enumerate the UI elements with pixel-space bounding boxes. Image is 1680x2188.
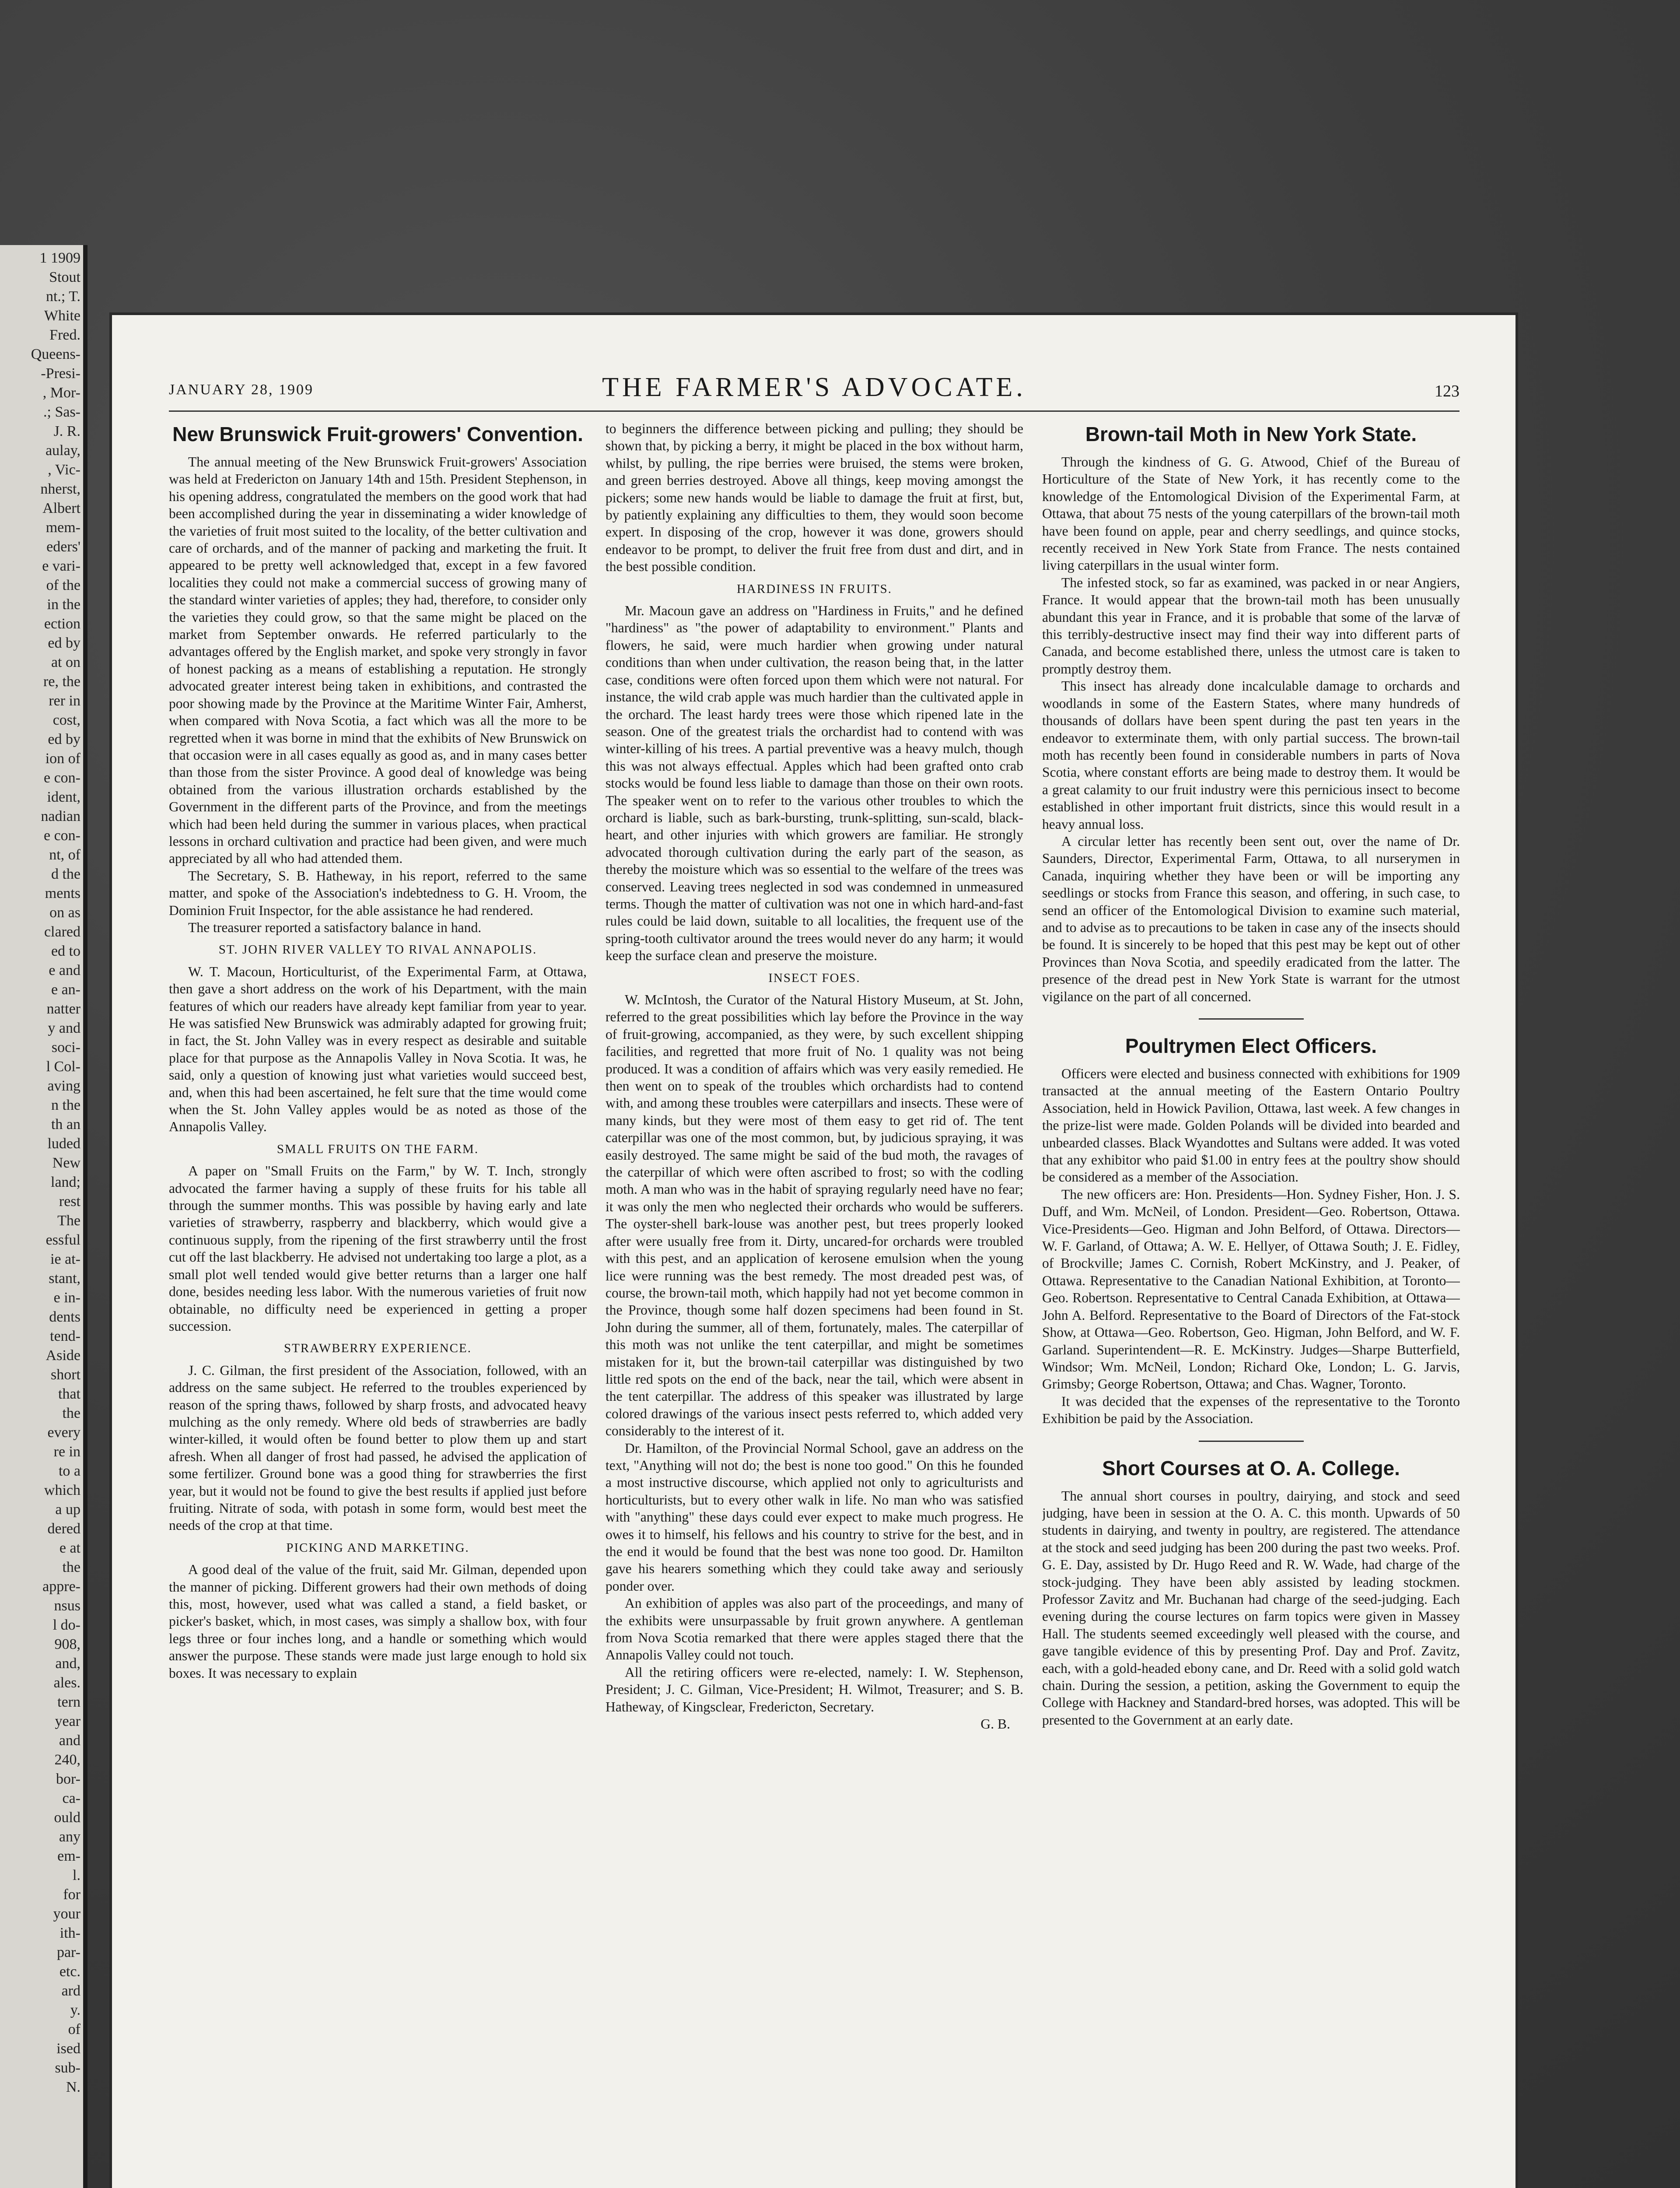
previous-page-line: y.	[70, 2002, 80, 2018]
previous-page-line: N.	[66, 2079, 80, 2095]
previous-page-line: sub-	[55, 2060, 80, 2076]
author-signature: G. B.	[980, 1716, 1010, 1732]
paragraph: The annual short courses in poultry, dairying, and stock and seed judging, have been in session at the O. A. C. this month. Upwards of 50 students in dairying, and twenty in poultry, are registered. The attendance at the stock and seed judging has been 200 during the past two weeks. Prof. G. E. Day, assisted by Dr. Hugo Reed and R. W. Wade, had charge of the stock-judging. They have been ably assisted by leading stockmen. Professor Zavitz and Mr. Buchanan had charge of the seed-judging. Each evening during the course lectures on farm topics were given in Massey Hall. The students seemed exceedingly well pleased with the course, and gave tangible evidence of this by presenting Prof. Day and Prof. Zavitz, each, with a gold-headed ebony cane, and Dr. Reed with a solid gold watch chain. During the session, a petition, asking the Government to equip the College with Hackney and Standard-bred horses, was adopted. This will be presented to the Government at an early date.	[1042, 1488, 1460, 1728]
previous-page-line: essful	[46, 1232, 80, 1248]
paragraph: A good deal of the value of the fruit, said Mr. Gilman, depended upon the manner of picking. Different growers had their own methods of doing this, most, however, used what was called a stand, a field basket, or picker's basket, which, in most cases, was simply a shallow box, with four legs three or four inches long, and a handle or something which would answer the purpose. These stands were made just large enough to hold six boxes. It was necessary to explain	[169, 1562, 587, 1681]
previous-page-line: at on	[51, 654, 80, 670]
previous-page-line: aulay,	[46, 442, 80, 459]
previous-page-line: J. R.	[53, 423, 80, 439]
previous-page-line: n the	[51, 1097, 80, 1113]
previous-page-line: 1 1909	[39, 250, 80, 266]
previous-page-line: ection	[44, 616, 80, 632]
previous-page-line: nt.; T.	[46, 288, 80, 305]
paragraph: The new officers are: Hon. Presidents—Hon. Sydney Fisher, Hon. J. S. Duff, and Wm. McNeil, of London. President—Geo. Robertson, Ottawa. Vice-Presidents—Geo. Higman and John Belford, of Ottawa. Directors—W. F. Garland, of Ottawa; A. W. E. Hellyer, of Ottawa South; J. E. Fidley, of Brockville; James C. Cornish, Robert McKinstry, and J. Peaker, of Ottawa. Representative to the Canadian National Exhibition, at Toronto—Geo. Robertson. Representative to Central Canada Exhibition, at Ottawa—John A. Belford. Representative to the Board of Directors of the Fat-stock Show, at Ottawa—Geo. Robertson, Geo. Higman, John Belford, and W. F. Garland. Superintendent—R. E. McKinstry. Judges—Sharpe Butterfield, Windsor; Wm. McNeil, London; Richard Oke, London; L. G. Jarvis, Grimsby; George Robertson, Ottawa; and Chas. Wagner, Toronto.	[1042, 1186, 1460, 1392]
previous-page-line: -Presi-	[41, 365, 80, 382]
subheading: INSECT FOES.	[768, 971, 861, 985]
previous-page-strip	[0, 245, 88, 2188]
paragraph: The Secretary, S. B. Hatheway, in his report, referred to the same matter, and spoke of the Association's indebtedness to G. H. Vroom, the Dominion Fruit Inspector, for the able assistance he had rendered.	[169, 868, 587, 918]
previous-page-line: bor-	[56, 1771, 80, 1787]
masthead-title: THE FARMER'S ADVOCATE.	[602, 372, 1026, 402]
previous-page-line: cost,	[52, 712, 80, 728]
previous-page-line: ed by	[48, 731, 80, 747]
page-header	[169, 372, 1460, 407]
previous-page-line: of the	[46, 577, 80, 593]
previous-page-line: ard	[61, 1983, 80, 1999]
previous-page-line: ed by	[48, 635, 80, 651]
previous-page-line: which	[44, 1482, 80, 1498]
previous-page-line: and	[59, 1732, 80, 1749]
previous-page-line: New	[52, 1155, 80, 1171]
previous-page-line: on as	[49, 905, 80, 921]
previous-page-line: .; Sas-	[43, 404, 80, 420]
previous-page-line: White	[44, 308, 80, 324]
previous-page-line: Queens-	[31, 346, 80, 362]
previous-page-line: ie at-	[50, 1251, 80, 1267]
previous-page-line: that	[58, 1386, 80, 1402]
previous-page-line: e con-	[43, 770, 80, 786]
previous-page-line: d the	[51, 866, 80, 882]
paragraph: Mr. Macoun gave an address on "Hardiness in Fruits," and he defined "hardiness" as "the power of adaptability to environment." Plants and flowers, he said, were much hardier when growing under natural conditions than when under cultivation, the reason being that, in the latter case, conditions were often forced upon them which were not natural. For instance, the wild crab apple was much hardier than the cultivated apple in the orchard. The least hardy trees were those which ripened late in the season. One of the greatest trials the orchardist had to contend with was winter-killing of his trees. A partial preventive was a heavy mulch, though this was not always effectual. Apples which had been grafted onto crab stocks would be found less liable to damage than those on their own roots. The speaker went on to refer to the various other troubles to which the orchard is liable, such as bark-bursting, trunk-splitting, sun-scald, black-heart, and other injuries with which growers are familiar. He strongly advocated thorough cultivation during the early part of the season, as thereby the moisture which was so essential to the welfare of the trees was conserved. Leaving trees neglected in sod was condemned in unmeasured terms. Though the matter of cultivation was not one in which hard-and-fast rules could be laid down, suitable to all localities, the frequent use of the spring-tooth cultivator around the trees would never do any harm; it would keep the surface clean and preserve the moisture.	[606, 603, 1023, 964]
previous-page-line: l Col-	[46, 1059, 80, 1075]
previous-page-line: l.	[73, 1867, 80, 1883]
paragraph: Through the kindness of G. G. Atwood, Chief of the Bureau of Horticulture of the State of New York, it has recently come to the knowledge of the Entomological Division of the Experimental Farm, at Ottawa, that about 75 nests of the young caterpillars of the brown-tail moth have been found on apple, pear and cherry seedlings, and quince stocks, recently received in New York State from France. The nests contained living caterpillars in the usual winter form.	[1042, 454, 1460, 573]
previous-page-line: Aside	[46, 1347, 80, 1364]
previous-page-line: land;	[51, 1174, 80, 1190]
previous-page-line: nadian	[41, 808, 80, 824]
previous-page-line: Fred.	[49, 327, 80, 343]
previous-page-line: y and	[48, 1020, 80, 1036]
previous-page-line: a up	[55, 1501, 80, 1518]
previous-page-line: l do-	[52, 1617, 80, 1633]
previous-page-line: clared	[44, 924, 80, 940]
previous-page-line: ales.	[53, 1675, 80, 1691]
previous-page-line: dered	[47, 1521, 80, 1537]
newspaper-page	[112, 315, 1516, 2188]
previous-page-line: e an-	[51, 982, 80, 998]
previous-page-line: nt, of	[49, 847, 80, 863]
section-rule	[1199, 1441, 1304, 1442]
previous-page-line: , Mor-	[42, 385, 80, 401]
paragraph: An exhibition of apples was also part of the proceedings, and many of the exhibits were unsurpassable by fruit grown anywhere. A gentleman from Nova Scotia remarked that there were apples staged there that the Annapolis Valley could not touch.	[606, 1595, 1023, 1663]
previous-page-line: ion of	[45, 750, 80, 767]
previous-page-line: year	[55, 1713, 80, 1729]
previous-page-line: par-	[56, 1944, 80, 1960]
previous-page-line: of	[68, 2021, 80, 2037]
previous-page-line: 908,	[54, 1636, 80, 1652]
previous-page-line: nherst,	[40, 481, 80, 497]
previous-page-line: The	[57, 1213, 80, 1229]
article-title-fruit-growers: New Brunswick Fruit-growers' Convention.	[172, 423, 583, 445]
paragraph: Dr. Hamilton, of the Provincial Normal School, gave an address on the text, "Anything will not do; the best is none too good." On this he founded a most instructive discourse, which applied not only to agriculturists and horticulturists, but to every other walk in life. No man who was satisfied with "anything" these days could ever expect to make much progress. He owes it to himself, his fellows and his country to strive for the best, and in the end it would be found that the best was none too good. Dr. Hamilton gave his hearers something which they could take away and seriously ponder over.	[606, 1440, 1023, 1594]
column-3	[1042, 420, 1460, 2188]
previous-page-line: soci-	[51, 1039, 80, 1055]
subheading: ST. JOHN RIVER VALLEY TO RIVAL ANNAPOLIS.	[218, 943, 537, 957]
previous-page-line: th an	[51, 1116, 80, 1133]
article-title-poultrymen: Poultrymen Elect Officers.	[1125, 1034, 1377, 1057]
previous-page-line: natter	[46, 1001, 80, 1017]
previous-page-line: and,	[55, 1655, 80, 1672]
header-rule	[169, 410, 1460, 412]
subheading: STRAWBERRY EXPERIENCE.	[284, 1341, 472, 1356]
previous-page-line: nsus	[54, 1598, 80, 1614]
paragraph: W. T. Macoun, Horticulturist, of the Experimental Farm, at Ottawa, then gave a short address on the work of his Department, with the main features of which our readers have already kept familiar from year to year. He was satisfied New Brunswick was admirably adapted for growing fruit; in fact, the St. John Valley was in every respect as desirable and suitable place for that purpose as the Annapolis Valley in Nova Scotia. It was, he said, only a question of knowing just what varieties would succeed best, and, when this had been ascertained, he felt sure that the time would come when the St. John Valley apples would be as noted as those of the Annapolis Valley.	[169, 964, 587, 1135]
paragraph: A paper on "Small Fruits on the Farm," by W. T. Inch, strongly advocated the farmer having a supply of these fruits for his table all through the summer months. This was possible by having early and late varieties of strawberry, raspberry and blackberry, which would give a continuous supply, from the ripening of the first strawberry until the frost cut off the last blackberry. He advised not undertaking too large a plot, as a small plot well tended would give better returns than a larger one half done, besides needing less labor. With the numerous varieties of fruit now obtainable, no difficulty need be experienced in getting a proper succession.	[169, 1163, 587, 1334]
previous-page-line: your	[53, 1906, 80, 1922]
previous-page-line: to a	[58, 1463, 80, 1479]
previous-page-line: aving	[47, 1078, 80, 1094]
previous-page-line: ith-	[60, 1925, 80, 1941]
column-1	[169, 420, 587, 2188]
previous-page-line: e in-	[53, 1290, 80, 1306]
previous-page-line: ident,	[47, 789, 80, 805]
section-rule	[1199, 1018, 1304, 1020]
previous-page-line: ised	[56, 2041, 80, 2057]
previous-page-line: every	[47, 1424, 80, 1441]
subheading: PICKING AND MARKETING.	[286, 1540, 469, 1555]
page-number: 123	[1435, 382, 1460, 400]
previous-page-line: , Vic-	[48, 462, 80, 478]
subheading: SMALL FRUITS ON THE FARM.	[276, 1142, 479, 1156]
previous-page-line: eders'	[46, 539, 80, 555]
previous-page-line: appre-	[42, 1578, 80, 1595]
previous-page-line: e vari-	[42, 558, 80, 574]
previous-page-line: re, the	[43, 673, 80, 690]
previous-page-line: ed to	[51, 943, 80, 959]
paragraph: The infested stock, so far as examined, was packed in or near Angiers, France. It would appear that the brown-tail moth has been unusually abundant this year in France, and it is probable that some of the larvæ of this terribly-destructive insect may find their way into different parts of Canada, and become established there, unless the utmost care is taken to promptly destroy them.	[1042, 575, 1460, 677]
previous-page-line: stant,	[49, 1270, 80, 1287]
paragraph: The treasurer reported a satisfactory balance in hand.	[188, 919, 482, 935]
previous-page-line: ca-	[62, 1790, 80, 1806]
previous-page-line: for	[63, 1886, 80, 1903]
paragraph: It was decided that the expenses of the representative to the Toronto Exhibition be paid by the Association.	[1042, 1393, 1460, 1427]
previous-page-line: ments	[45, 885, 80, 901]
paragraph: Officers were elected and business connected with exhibitions for 1909 transacted at the annual meeting of the Eastern Ontario Poultry Association, held in Howick Pavilion, Ottawa, last week. A few changes in the prize-list were made. Golden Polands will be divided into bearded and unbearded classes. Black Wyandottes and Sultans were added. It was voted that any exhibitor who paid $1.00 in entry fees at the poultry show should be considered as a member of the Association.	[1042, 1066, 1460, 1185]
previous-page-line: re in	[53, 1444, 80, 1460]
previous-page-line: tern	[57, 1694, 80, 1710]
previous-page-line: e at	[59, 1540, 80, 1556]
article-title-short-courses: Short Courses at O. A. College.	[1102, 1456, 1400, 1480]
paragraph: All the retiring officers were re-elected, namely: I. W. Stephenson, President; J. C. Gilman, Vice-President; H. Wilmot, Treasurer; and S. B. Hatheway, of Kingsclear, Fredericton, Secretary.	[606, 1664, 1023, 1715]
column-2	[606, 420, 1023, 2188]
previous-page-line: any	[59, 1829, 80, 1845]
paragraph: A circular letter has recently been sent out, over the name of Dr. Saunders, Director, Experimental Farm, Ottawa, to all nurserymen in Canada, inquiring whether they have been or will be importing any seedlings or stocks from France this season, and offering, in such case, to send an officer of the Entomological Division to examine such material, and to advise as to precautions to be taken in case any of the insects should be found. It is sincerely to be hoped that this pest may be kept out of other Provinces than Nova Scotia, and speedily eradicated from the latter. The presence of the dread pest in New York State is warrant for the utmost vigilance on the part of all concerned.	[1042, 833, 1460, 1004]
previous-page-line: e and	[49, 962, 80, 978]
subheading: HARDINESS IN FRUITS.	[736, 582, 892, 596]
previous-page-line: mem-	[46, 519, 80, 536]
previous-page-line: Stout	[49, 269, 80, 285]
article-title-brown-tail-moth: Brown-tail Moth in New York State.	[1085, 423, 1417, 445]
previous-page-line: etc.	[59, 1964, 80, 1980]
paragraph: The annual meeting of the New Brunswick Fruit-growers' Association was held at Fredericton on January 14th and 15th. President Stephenson, in his opening address, congratulated the members on the good work that had been accomplished during the year in disseminating a wider knowledge of the varieties of fruit most suited to the locality, of the better cultivation and care of orchards, and of the manner of packing and marketing the fruit. It appeared to be pretty well acknowledged that, except in a few favored localities they could not make a commercial success of growing many of the standard winter varieties of apples; they had, therefore, to consider only the varieties they could grow, so that the same might be placed on the market from September onwards. He referred particularly to the advantages offered by the English market, and spoke very strongly in favor of honest packing as a means of establishing a reputation. He strongly advocated greater interest being taken in exhibitions, and contrasted the poor showing made by the Province at the Maritime Winter Fair, Amherst, when compared with Nova Scotia, a fact which was all the more to be regretted when it was borne in mind that the exhibits of New Brunswick on that occasion were in all cases equally as good as, and in many cases better than those from the sister Province. A good deal of knowledge was being obtained from the various illustration orchards established by the Government in the different parts of the Province, and from the meetings which had been held during the summer in various places, when practical lessons in orchard cultivation and practice had been given, and were much appreciated by all who had attended them.	[169, 454, 587, 866]
previous-page-line: e con-	[43, 828, 80, 844]
previous-page-line: the	[62, 1559, 80, 1575]
previous-page-line: rest	[59, 1193, 80, 1210]
previous-page-line: 240,	[54, 1752, 80, 1768]
previous-page-line: em-	[57, 1848, 80, 1864]
header-date: JANUARY 28, 1909	[169, 382, 314, 398]
previous-page-line: dents	[49, 1309, 80, 1325]
previous-page-line: the	[62, 1405, 80, 1421]
previous-page-line: ould	[54, 1809, 80, 1826]
paragraph: to beginners the difference between picking and pulling; they should be shown that, by picking a berry, it might be placed in the box without harm, whilst, by pulling, the ripe berries were bruised, the stems were broken, and green berries destroyed. Above all things, keep moving amongst the pickers; some new hands would be liable to damage the fruit at first, but, by patiently explaining any difficulties to them, they would soon become expert. In disposing of the crop, however it was done, growers should endeavor to be prompt, to deliver the fruit free from dust and dirt, and in the best possible condition.	[606, 421, 1023, 575]
previous-page-line: luded	[47, 1136, 80, 1152]
paragraph: W. McIntosh, the Curator of the Natural History Museum, at St. John, referred to the great possibilities which lay before the Province in the way of fruit-growing, accompanied, as they were, by such excellent shipping facilities, and regretted that more fruit of No. 1 quality was not being produced. It was a condition of affairs which was very easily remedied. He then went on to speak of the troubles which orchardists had to contend with, and among these troubles were caterpillars and insects. These were of many kinds, but they were most of them easy to get rid of. The tent caterpillar was one of the most common, but, by judicious spraying, it was easily destroyed. The same might be said of the bud moth, the ravages of the caterpillar of which were often ascribed to frost; so with the codling moth. A man who was in the habit of spraying regularly need have no fear; it was only the men who neglected their orchards who would be sufferers. The oyster-shell bark-louse was another pest, but trees properly looked after were usually free from it. Dirty, uncared-for orchards were troubled with this pest, and an application of kerosene emulsion when the young lice were running was the best remedy. The most dreaded pest was, of course, the brown-tail moth, which happily had not yet become common in the Province, though some half dozen specimens had been found in St. John during the summer, all of them, fortunately, males. The caterpillar of this moth was not unlike the tent caterpillar, and might be sometimes mistaken for it, but the brown-tail caterpillar was distinguished by two little red spots on the end of the back, near the tail, which were absent in the tent caterpillar. The address of this speaker was illustrated by large colored drawings of the various insect pests referred to, which added very considerably to the interest of it.	[606, 992, 1023, 1439]
previous-page-line: Albert	[42, 500, 80, 516]
previous-page-line: rer in	[49, 693, 80, 709]
previous-page-line: short	[51, 1367, 80, 1383]
paragraph: This insect has already done incalculable damage to orchards and woodlands in some of the Eastern States, where many hundreds of thousands of dollars have been spent during the past ten years in the endeavor to exterminate them, with only partial success. The brown-tail moth has recently been found in considerable numbers in parts of Nova Scotia, where constant efforts are being made to destroy them. It would be a great calamity to our fruit industry were this pernicious insect to become established in other important fruit districts, since this would result in a heavy annual loss.	[1042, 678, 1460, 832]
previous-page-line: in the	[47, 596, 80, 613]
previous-page-line: tend-	[50, 1328, 80, 1344]
paragraph: J. C. Gilman, the first president of the Association, followed, with an address on the same subject. He referred to the troubles experienced by reason of the spring thaws, followed by sharp frosts, and advocated heavy mulching as the only remedy. Where old beds of strawberries are badly winter-killed, it would often be found better to plow them up and start afresh. When all danger of frost had passed, he advised the application of some fertilizer. Ground bone was a good thing for strawberries the first year, but it would not be found to give the best results if applied just before fruiting. Nitrate of soda, with potash in some form, would best meet the needs of the crop at that time.	[169, 1362, 587, 1533]
